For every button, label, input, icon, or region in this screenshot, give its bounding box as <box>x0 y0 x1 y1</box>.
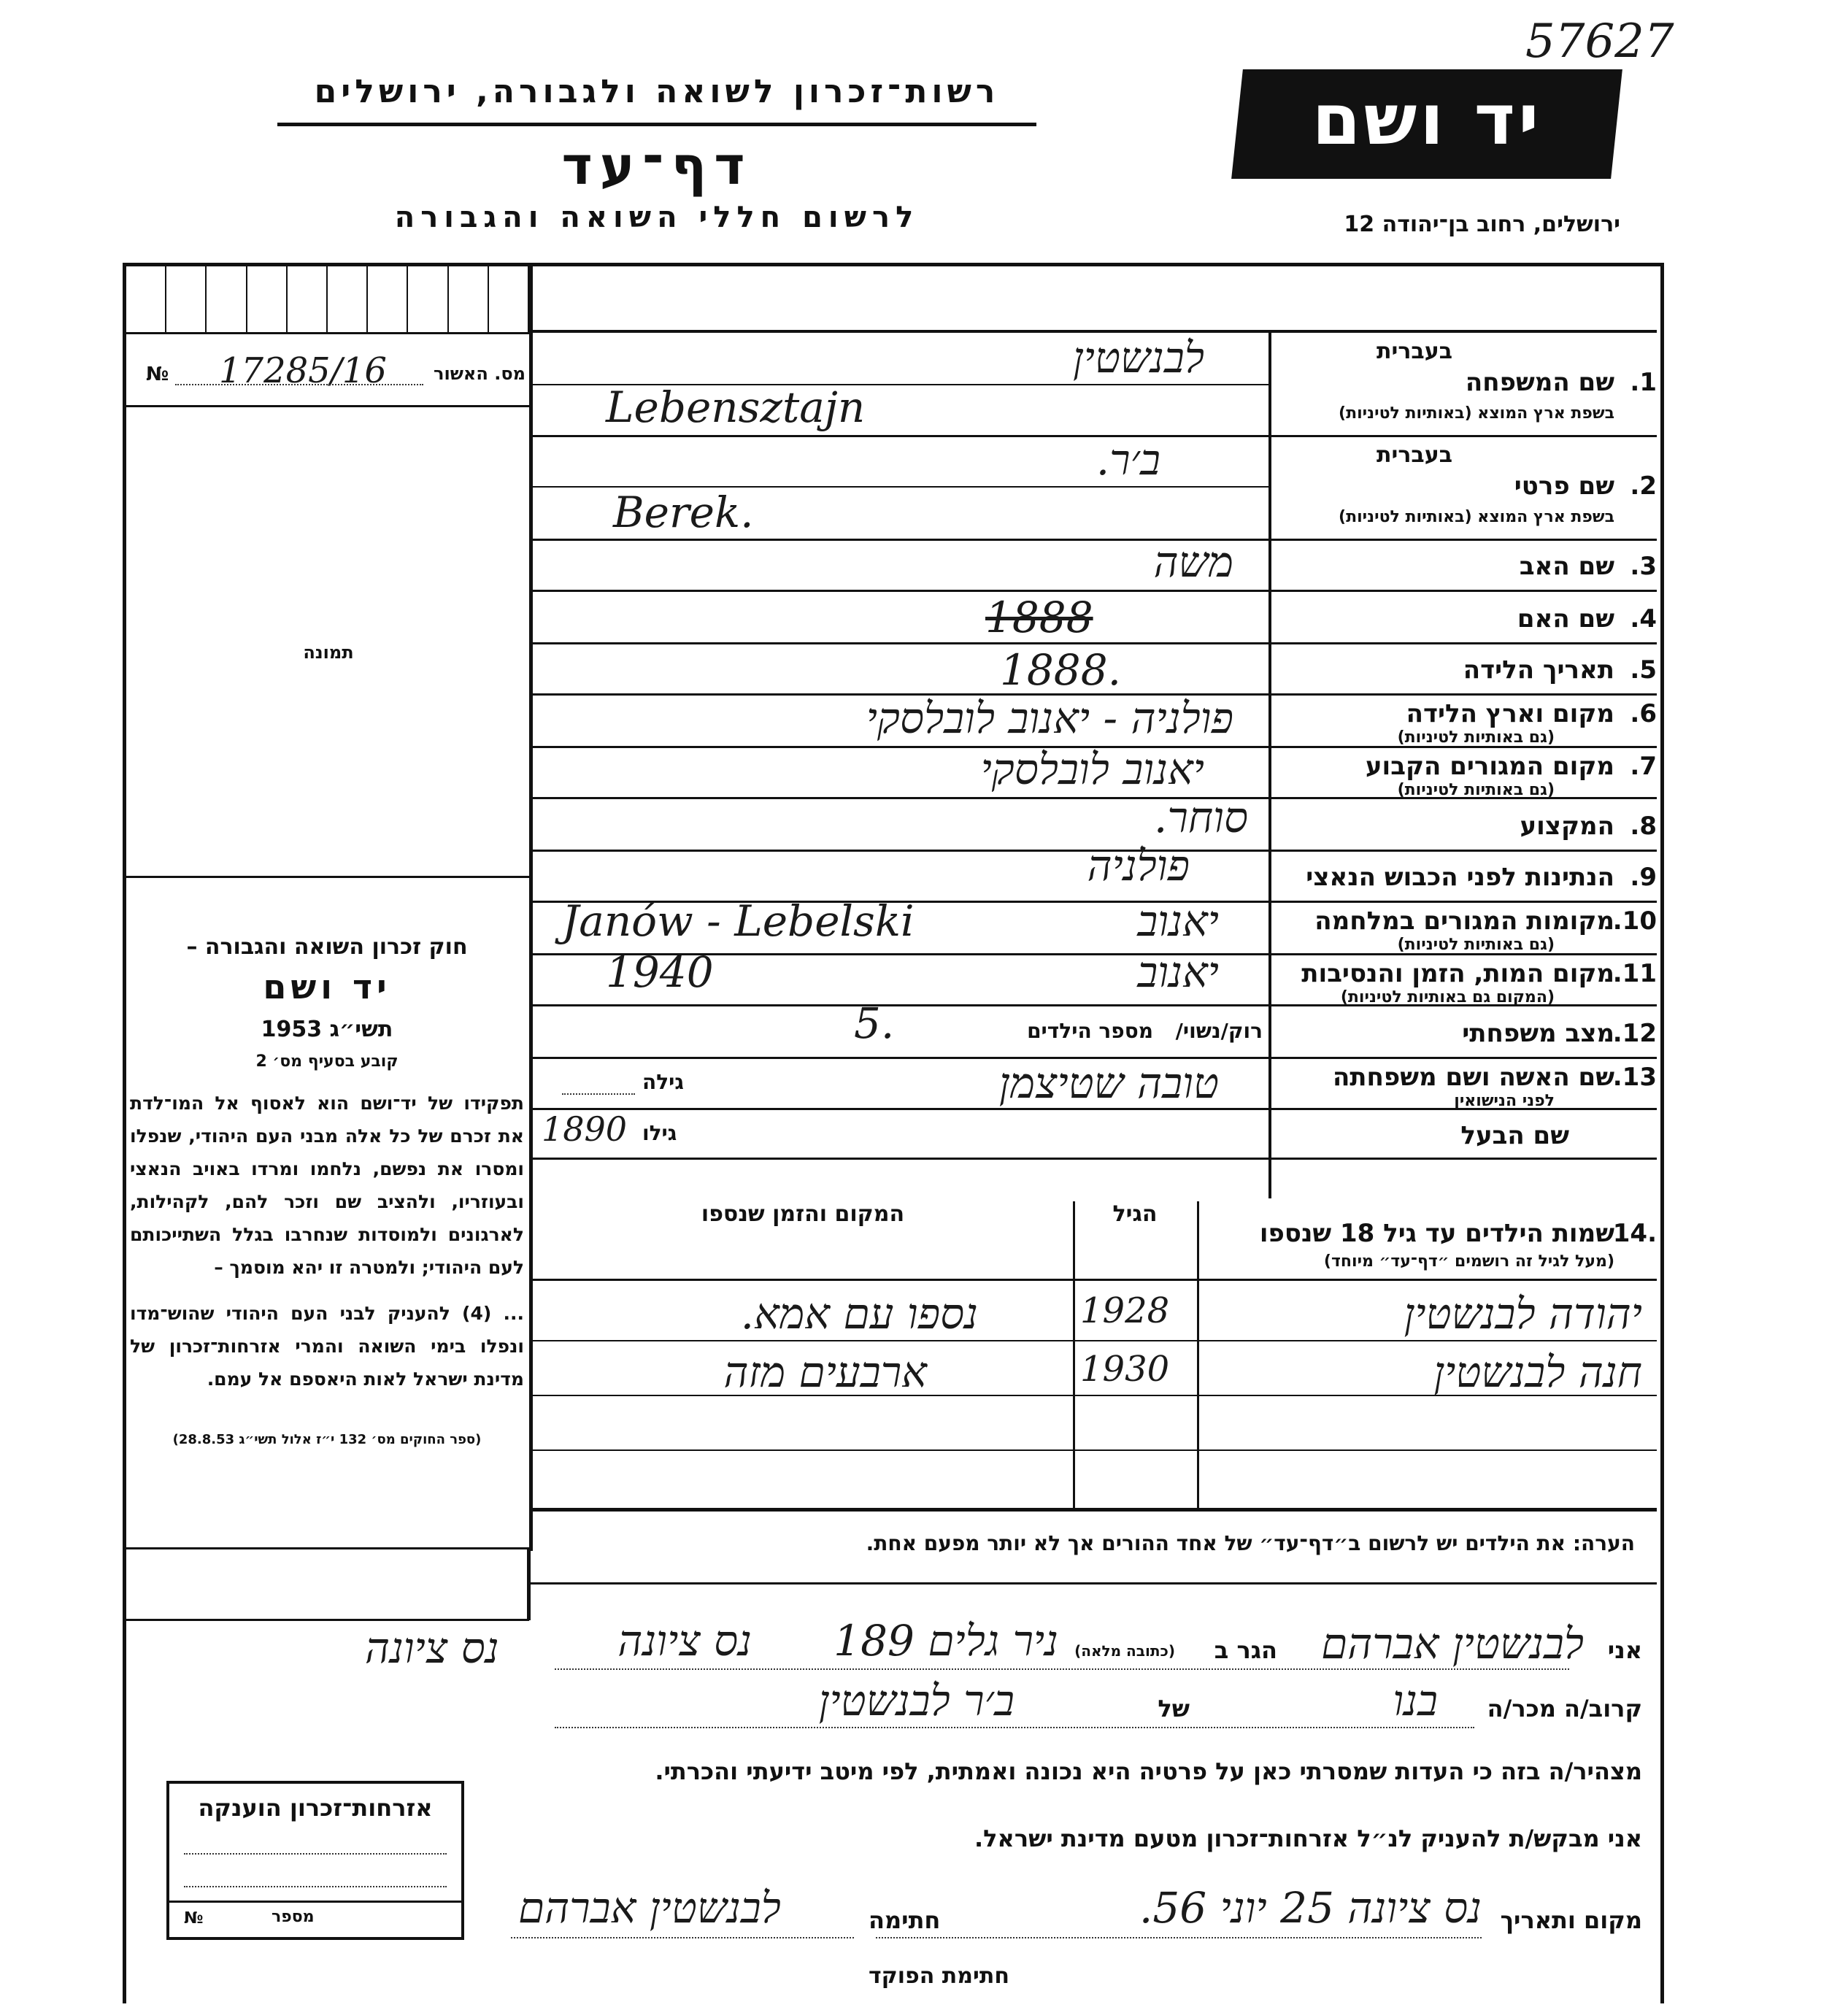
signature-value: לבנשטין אברהם <box>518 1883 781 1933</box>
fields-area <box>533 333 1657 1201</box>
decl-address-hint: (כתובה מלאה) <box>1074 1642 1175 1660</box>
place-date-label: מקום ותאריך <box>1500 1906 1642 1934</box>
registration-row <box>131 350 525 394</box>
officer-signature-label: חתימת הפוקד <box>869 1963 1009 1989</box>
field-father-name: 3. שם האב <box>1519 552 1657 581</box>
first-name-hebrew: ב׳ר. <box>1096 435 1160 485</box>
wife-name-value: טובה שטיצמן <box>998 1058 1219 1108</box>
registration-divider <box>126 405 529 407</box>
field-10-label: מקומות המגורים במלחמה <box>1314 906 1614 936</box>
law-paragraph-2: ... (4) להעניק לבני העם היהודי שהוש־מדו ונפלו בימי השואה והמרי אזרחות־זכרון של מדינת ישראל לאות היאספם אל עמם. <box>130 1303 524 1390</box>
field-family-name <box>1277 333 1657 435</box>
field-wife-name: 13. שם האשה ושם משפחתה לפני הנישואין <box>1332 1063 1657 1110</box>
citizenship-value: פולניה <box>1087 841 1190 890</box>
decl-relation-value: בנו <box>1393 1676 1438 1725</box>
death-year-value: 1940 <box>606 947 714 997</box>
field-9-label: הנתינות לפני הכבוש הנאצי <box>1306 863 1614 892</box>
field-citizenship: 9. הנתינות לפני הכבוש הנאצי <box>1306 863 1657 892</box>
child-1-age: 1928 <box>1080 1290 1170 1331</box>
wartime-residence-hebrew: יאנוב <box>1137 896 1219 946</box>
citizenship-box <box>166 1781 464 1940</box>
declarant-address: ניר גלים 189 <box>833 1616 1058 1666</box>
field-1-number: 1. <box>1630 368 1657 397</box>
children-sub: (מעל לגיל זה רושמים ״דף־עד״ מיוחד) <box>1323 1252 1614 1271</box>
field-mother-name: 4. שם האם <box>1517 604 1657 634</box>
law-citation: (ספר החוקים מס׳ 132 י״ז אלול תשי״ג 28.8.53) <box>172 1432 482 1447</box>
profession-value: סוחר. <box>1153 793 1248 842</box>
children-section <box>533 1201 1657 1508</box>
page-number: 57627 <box>1525 15 1674 69</box>
field-death: 11. מקום המות, הזמן והנסיבות (המקום גם באותיות לטיניות) <box>1301 959 1657 1006</box>
family-name-hebrew: לבנשטין <box>1072 333 1204 382</box>
wartime-residence-latin: Janów - Lebelski <box>562 896 915 946</box>
document-title: דף־עד <box>561 135 752 196</box>
field-wartime-residence: 10. מקומות המגורים במלחמה (גם באותיות לטיניות) <box>1314 906 1657 954</box>
law-name: יד ושם <box>263 967 391 1006</box>
children-col-place: המקום והזמן שנספו <box>701 1201 905 1227</box>
child-2-age: 1930 <box>1080 1349 1170 1390</box>
decl-lives-in: הגר ב <box>1214 1636 1277 1664</box>
address: ירושלים, רחוב בן־יהודה 12 <box>1344 212 1620 237</box>
field-2-lang: בעברית <box>1377 442 1452 468</box>
law-text <box>130 934 524 1447</box>
field-1-lang: בעברית <box>1377 339 1452 364</box>
decl-victim-name: ב׳ר לבנשטין <box>818 1676 1015 1725</box>
authority-title: רשות־זכרון לשואה ולגבורה, ירושלים <box>314 73 1000 110</box>
children-count-label: מספר הילדים <box>1027 1019 1153 1043</box>
child-1-name: יהודה לבנשטין <box>1404 1289 1642 1339</box>
field-4-label: שם האם <box>1517 604 1614 634</box>
citizenship-number-label: מספר <box>272 1908 315 1926</box>
law-title: חוק זכרון השואה והגבורה – <box>186 934 468 960</box>
child-2-place: ארבעים מזה <box>723 1347 927 1397</box>
husband-label: שם הבעל <box>1460 1121 1569 1150</box>
children-col-age: הגיל <box>1112 1201 1158 1227</box>
law-panel-bottom <box>126 1547 529 1549</box>
husband-age-value: 1890 <box>542 1109 628 1149</box>
law-clause: קובע בסעיף מס׳ 2 <box>255 1052 399 1071</box>
signature-label: חתימה <box>869 1906 941 1934</box>
field-13-label: שם האשה ושם משפחתה <box>1332 1063 1614 1092</box>
logo-text: יד ושם <box>1312 79 1542 161</box>
law-paragraph-1: תפקידו של יד־ושם הוא לאסוף אל המו־לדת את זכרם של כל אלה מבני העם היהודי, שנפלו ומסרו את נפשם, נלחמו ומרדו באויב הנאצי ובעוזריו, ולהציב שם וזכר להם, לקהילות, לארגונים ולמוסדות שנחרבו בגלל השתייכותם לעם היהודי; ולמטרה זו יהא מוסמך – <box>130 1093 524 1278</box>
field-2-number: 2. <box>1630 471 1657 501</box>
field-2-sub: בשפת ארץ המוצא (באותיות לטיניות) <box>1339 508 1614 526</box>
field-husband <box>1277 1109 1657 1158</box>
field-first-name <box>1277 436 1657 539</box>
children-label: שמות הילדים עד גיל 18 שנספו <box>1259 1219 1614 1248</box>
field-residence: 7. מקום המגורים הקבוע (גם באותיות לטיניות) <box>1365 752 1657 799</box>
decl-statement: מצהיר/ה בזה כי העדות שמסרתי כאן על פרטיה היא נכונה ואמתית, לפי מיטב ידיעתי והכרתי. <box>655 1757 1642 1785</box>
mother-name-value: 1888 <box>985 593 1093 642</box>
note: הערה: את הילדים יש לרשום ב״דף־עד״ של אחד ההורים אך לא יותר מפעם אחת. <box>866 1531 1635 1555</box>
husband-age-label: גילו <box>642 1121 677 1145</box>
code-boxes <box>126 266 529 334</box>
field-6-label: מקום וארץ הלידה <box>1406 699 1614 728</box>
field-marital-status: 12. מצב משפחתי <box>1462 1019 1657 1048</box>
field-profession: 8. המקצוע <box>1520 812 1657 841</box>
registration-label: מס. האשור <box>434 363 525 384</box>
field-6-sub: (גם באותיות לטיניות) <box>1397 728 1555 747</box>
field-11-sub: (המקום גם באותיות לטיניות) <box>1340 988 1555 1006</box>
wife-age-label: גילה <box>642 1070 684 1094</box>
photo-divider <box>126 876 529 878</box>
declarant-city: נס ציונה <box>617 1616 752 1666</box>
field-10-sub: (גם באותיות לטיניות) <box>1397 936 1555 954</box>
law-year: תשי״ג 1953 <box>261 1017 393 1042</box>
note-bottom <box>529 1582 1657 1584</box>
father-name-value: משה <box>1153 537 1233 587</box>
citizenship-no-sign: № <box>184 1909 204 1928</box>
field-13-sub: לפני הנישואין <box>1454 1092 1555 1110</box>
citizenship-title: אזרחות־זכרון הוענקה <box>198 1794 433 1822</box>
decl-request: אני מבקש/ת להעניק לנ״ל אזרחות־זכרון מטעם מדינת ישראל. <box>974 1825 1642 1852</box>
children-number: 14. <box>1612 1219 1657 1248</box>
authority-underline <box>277 123 1036 126</box>
document-subtitle: לרשום חללי השואה והגבורה <box>394 201 920 234</box>
field-2-label: שם פרטי <box>1514 471 1614 501</box>
death-place-value: יאנוב <box>1137 947 1219 997</box>
photo-label: תמונה <box>303 642 354 663</box>
birth-date-value: 1888. <box>1000 645 1122 695</box>
child-1-place: נספו עם אמא. <box>740 1289 978 1339</box>
first-name-latin: Berek. <box>613 488 754 537</box>
decl-relation-label: קרוב/ה מכר/ה <box>1487 1695 1642 1722</box>
field-1-sub: בשפת ארץ המוצא (באותיות לטיניות) <box>1339 404 1614 423</box>
field-birth-place: 6. מקום וארץ הלידה (גם באותיות לטיניות) <box>1397 699 1657 747</box>
field-8-label: המקצוע <box>1520 812 1614 841</box>
registration-no-sign: № <box>146 363 169 385</box>
field-5-label: תאריך הלידה <box>1463 655 1614 685</box>
field-7-label: מקום המגורים הקבוע <box>1365 752 1614 781</box>
field-12-label: מצב משפחתי <box>1462 1019 1614 1048</box>
field-11-label: מקום המות, הזמן והנסיבות <box>1301 959 1614 988</box>
child-2-name: חנה לבנשטין <box>1433 1347 1642 1397</box>
registration-value: 17285/16 <box>219 350 387 391</box>
children-count-value: 5. <box>854 998 895 1048</box>
field-1-label: שם המשפחה <box>1465 368 1614 397</box>
declarant-name: לבנשטין אברהם <box>1321 1619 1584 1668</box>
decl-of: של <box>1158 1695 1190 1722</box>
field-7-sub: (גם באותיות לטיניות) <box>1397 781 1555 799</box>
field-birth-date: 5. תאריך הלידה <box>1463 655 1657 685</box>
family-name-latin: Lebensztajn <box>606 382 866 432</box>
residence-value: יאנוב לובלסקי <box>980 744 1204 794</box>
place-date-value: נס ציונה 25 יוני 56. <box>1139 1883 1482 1933</box>
marital-options: רוק/נשוי/ <box>1175 1019 1263 1043</box>
birth-place-value: פולניה - יאנוב לובלסקי <box>866 693 1233 743</box>
declarant-city-margin: נס ציונה <box>365 1623 499 1673</box>
decl-prefix: אני <box>1607 1636 1642 1664</box>
field-3-label: שם האב <box>1519 552 1614 581</box>
children-bottom <box>529 1508 1657 1512</box>
